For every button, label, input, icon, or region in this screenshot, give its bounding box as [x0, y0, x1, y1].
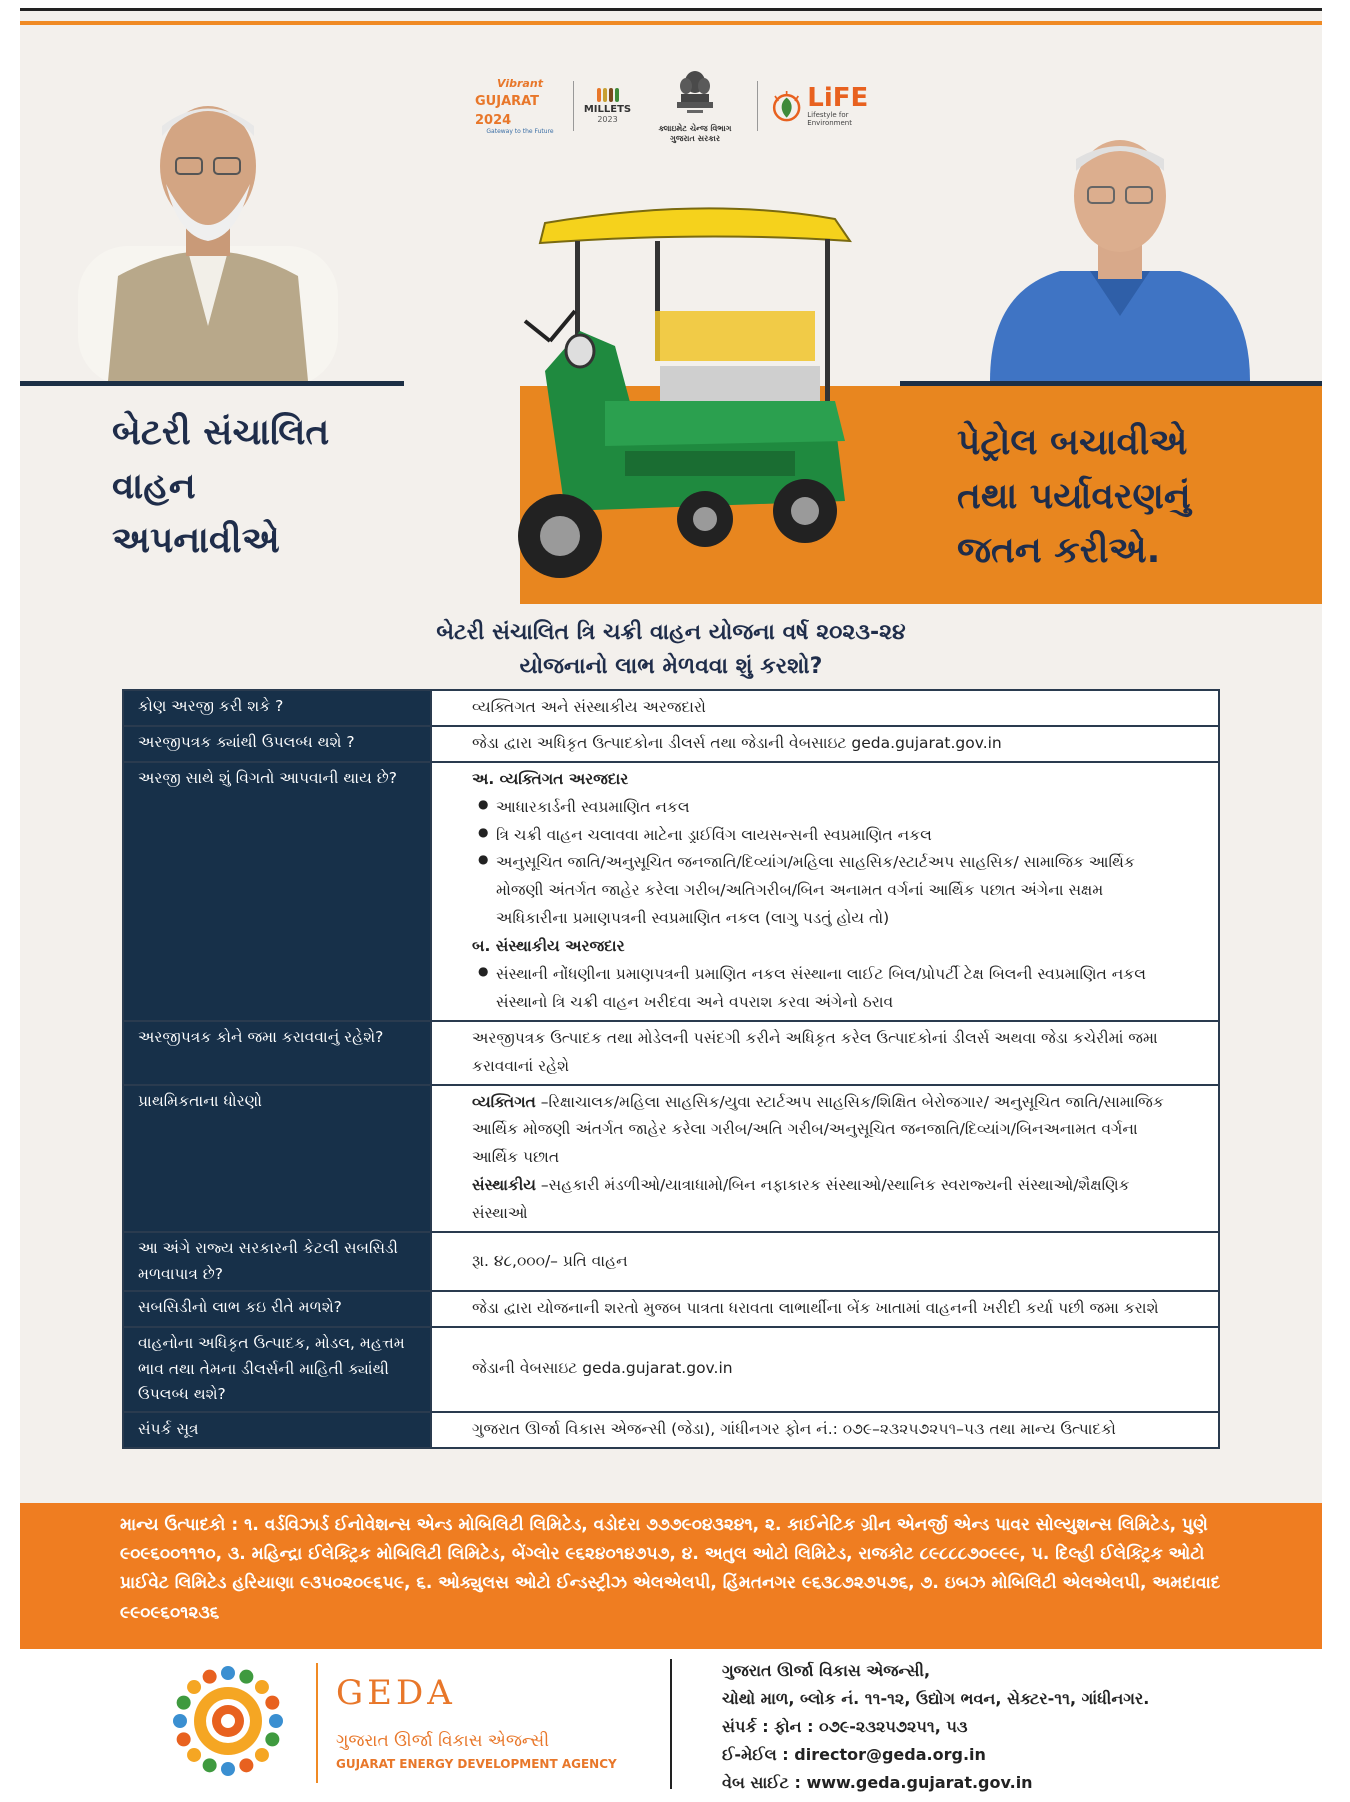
- table-row: [123, 1021, 1219, 1085]
- answer-cell: વ્યક્તિગત અને સંસ્થાકીય અરજદારો: [431, 690, 1219, 726]
- table-row: [123, 690, 1219, 726]
- individual-applicant-heading: અ. વ્યક્તિગત અરજદાર: [472, 769, 629, 788]
- scheme-info-table: [122, 689, 1220, 1449]
- millets-year: 2023: [597, 115, 618, 124]
- logo-divider: [757, 81, 758, 131]
- list-item: ● સંસ્થાની નોંધણીના પ્રમાણપત્રની પ્રમાણિત નકલ સંસ્થાના લાઈટ બિલ/પ્રોપર્ટી ટેક્ષ બિલની સ્વપ્રમાણિત નકલ સંસ્થાનો ત્રિ ચક્રી વાહન ખરીદવા અને વપરાશ કરવા અંગેનો ઠરાવ: [472, 961, 1178, 1017]
- scheme-title: [20, 616, 1322, 684]
- advertisement-poster: [20, 8, 1322, 1796]
- question-cell: સબસિડીનો લાભ કઇ રીતે મળશે?: [123, 1291, 431, 1327]
- navy-rule-left: [20, 381, 404, 386]
- emblem-dept-text: ક્લાઇમેટ ચેન્જ વિભાગ: [658, 124, 732, 133]
- list-item: ● અનુસૂચિત જાતિ/અનુસૂચિત જનજાતિ/દિવ્યાંગ/મહિલા સાહસિક/સ્ટાર્ટઅપ સાહસિક/ સામાજિક આર્થિક મોજણી અંતર્ગત જાહેર કરેલા ગરીબ/અતિગરીબ/બિન અનામત વર્ગનાં આર્થિક પછાત અંગેના સક્ષમ અધિકારીના પ્રમાણપત્રની સ્વપ્રમાણિત નકલ (લાગુ પડતું હોય તો): [472, 849, 1178, 933]
- institutional-applicant-heading: બ. સંસ્થાકીય અરજદાર: [472, 937, 625, 956]
- question-cell: અરજીપત્રક કોને જમા કરાવવાનું રહેશે?: [123, 1021, 431, 1085]
- contact-phone: સંપર્ક : ફોન : ૦૭૯-૨૩૨૫૭૨૫૧, ૫૩: [722, 1717, 968, 1736]
- contact-website[interactable]: વેબ સાઈટ : www.geda.gujarat.gov.in: [722, 1773, 1033, 1792]
- life-icon: [770, 86, 803, 126]
- geda-gujarati-name: ગુજરાત ઊર્જા વિકાસ એજન્સી: [336, 1731, 550, 1751]
- footer-divider: [316, 1663, 318, 1783]
- vibrant-gujarat-brand: Vibrant: [497, 77, 543, 90]
- geda-sun-icon: [168, 1661, 288, 1781]
- portrait-left: [58, 66, 358, 381]
- answer-cell: [431, 1085, 1219, 1232]
- life-tagline: Lifestyle for Environment: [807, 111, 852, 127]
- state-emblem: [645, 51, 745, 161]
- millets-label: MILLETS: [583, 104, 632, 115]
- emblem-govt-text: ગુજરાત સરકાર: [670, 134, 720, 143]
- life-logo: [770, 81, 880, 131]
- geda-logo-text: GEDA: [336, 1673, 456, 1713]
- question-cell: કોણ અરજી કરી શકે ?: [123, 690, 431, 726]
- question-cell: પ્રાથમિકતાના ધોરણો: [123, 1085, 431, 1232]
- footer: [20, 1649, 1322, 1796]
- table-row: [123, 1085, 1219, 1232]
- priority-individual-text: –રિક્ષાચાલક/મહિલા સાહસિક/યુવા સ્ટાર્ટઅપ સાહસિક/શિક્ષિત બેરોજગાર/ અનુસૂચિત જાતિ/સામાજિક આર્થિક મોજણી અંતર્ગત જાહેર કરેલા ગરીબ/અતિ ગરીબ/અનુસૂચિત જનજાતિ/દિવ્યાંગ/બિનઅનામત વર્ગના આર્થિક પછાત: [472, 1092, 1164, 1167]
- answer-cell: [431, 762, 1219, 1021]
- life-title: LiFE: [807, 83, 869, 113]
- question-cell: વાહનોના અધિકૃત ઉત્પાદક, મોડલ, મહત્તમ ભાવ તથા તેમના ડીલર્સની માહિતી ક્યાંથી ઉપલબ્ધ થશે?: [123, 1327, 431, 1412]
- answer-cell: જેડાની વેબસાઇટ geda.gujarat.gov.in: [431, 1327, 1219, 1412]
- manufacturers-label: માન્ય ઉત્પાદકો :: [120, 1515, 239, 1535]
- table-row: [123, 1232, 1219, 1291]
- question-cell: આ અંગે રાજ્ય સરકારની કેટલી સબસિડી મળવાપાત્ર છે?: [123, 1232, 431, 1291]
- millets-logo: [580, 81, 635, 131]
- headline-left-line-1: બેટરી સંચાલિત: [112, 412, 330, 453]
- priority-institutional-text: –સહકારી મંડળીઓ/યાત્રાધામો/બિન નફાકારક સંસ્થાઓ/સ્થાનિક સ્વરાજ્યની સંસ્થાઓ/શૈક્ષણિક સંસ્થાઓ: [472, 1176, 1130, 1223]
- table-row: [123, 1412, 1219, 1448]
- table-row: [123, 1291, 1219, 1327]
- logo-strip: [475, 51, 895, 161]
- answer-cell: અરજીપત્રક ઉત્પાદક તથા મોડેલની પસંદગી કરીને અધિકૃત કરેલ ઉત્પાદકોનાં ડીલર્સ અથવા જેડા કચેરીમાં જમા કરાવવાનાં રહેશે: [431, 1021, 1219, 1085]
- headline-left: [112, 406, 329, 568]
- contact-block: [722, 1657, 1149, 1796]
- question-cell: અરજીપત્રક ક્યાંથી ઉપલબ્ધ થશે ?: [123, 726, 431, 762]
- table-row: [123, 1327, 1219, 1412]
- manufacturers-band: [20, 1503, 1322, 1649]
- headline-right-line-3: જતન કરીએ.: [957, 530, 1161, 571]
- answer-cell: રૂા. ૪૮,૦૦૦/– પ્રતિ વાહન: [431, 1232, 1219, 1291]
- contact-address: ચોથો માળ, બ્લોક નં. ૧૧-૧૨, ઉદ્યોગ ભવન, સેક્ટર-૧૧, ગાંધીનગર.: [722, 1689, 1150, 1708]
- vibrant-gujarat-tagline: Gateway to the Future: [486, 128, 554, 135]
- list-item: ● ત્રિ ચક્રી વાહન ચલાવવા માટેના ડ્રાઈવિંગ લાયસન્સની સ્વપ્રમાણિત નકલ: [472, 822, 1178, 850]
- question-cell: અરજી સાથે શું વિગતો આપવાની થાય છે?: [123, 762, 431, 1021]
- list-item: ● આધારકાર્ડની સ્વપ્રમાણિત નકલ: [472, 794, 1178, 822]
- headline-right-line-1: પેટ્રોલ બચાવીએ: [957, 422, 1188, 463]
- question-cell: સંપર્ક સૂત્ર: [123, 1412, 431, 1448]
- footer-divider: [670, 1659, 672, 1789]
- priority-institutional: [472, 1172, 1178, 1228]
- contact-email[interactable]: ઈ-મેઈલ : director@geda.org.in: [722, 1745, 986, 1764]
- vibrant-gujarat-name: GUJARAT: [475, 94, 540, 109]
- logo-divider: [573, 81, 574, 131]
- manufacturers-text: ૧. વર્ડવિઝાર્ડ ઈનોવેશન્સ એન્ડ મોબિલિટી લિમિટેડ, વડોદરા ૭૭૭૯૦૪૩૨૪૧, ૨. કાઈનેટિક ગ્રીન એનર્જી એન્ડ પાવર સોલ્યુશન્સ લિમિટેડ, પુણે ૯૦૯૬૦૦૧૧૧૦, ૩. મહિન્દ્રા ઈલેક્ટ્રિક મોબિલિટી લિમિટેડ, બેંગ્લોર ૯૬૨૪૦૧૪૭૫૭, ૪. અતુલ ઓટો લિમિટેડ, રાજકોટ ૮૯૮૮૮૭૦૯૯૯, ૫. દિલ્હી ઈલેક્ટ્રિક ઓટો પ્રાઈવેટ લિમિટેડ હરિયાણા ૯૩૫૦૨૦૯૬૫૯, ૬. ઓક્યુલસ ઓટો ઈન્ડસ્ટ્રીઝ એલએલપી, હિંમતનગર ૯૬૩૮૭૨૭૫૭૬, ૭. ઇબઝ મોબિલિટી એલએલપી, અમદાવાદ ૯૯૦૯૬૦૧૨૩૬: [120, 1515, 1221, 1623]
- contact-agency-name: ગુજરાત ઊર્જા વિકાસ એજન્સી,: [722, 1661, 931, 1680]
- answer-cell: જેડા દ્વારા અધિકૃત ઉત્પાદકોના ડીલર્સ તથા જેડાની વેબસાઇટ geda.gujarat.gov.in: [431, 726, 1219, 762]
- headline-left-line-2: વાહન: [112, 466, 196, 507]
- headline-left-line-3: અપનાવીએ: [112, 520, 280, 561]
- geda-english-name: GUJARAT ENERGY DEVELOPMENT AGENCY: [336, 1757, 617, 1771]
- millets-icon: [597, 88, 619, 102]
- lion-capital-icon: [673, 68, 717, 124]
- table-row: [123, 762, 1219, 1021]
- table-row: [123, 726, 1219, 762]
- answer-cell: ગુજરાત ઊર્જા વિકાસ એજન્સી (જેડા), ગાંધીનગર ફોન નં.: ૦૭૯–૨૩૨૫૭૨૫૧–૫૩ તથા માન્ય ઉત્પાદકો: [431, 1412, 1219, 1448]
- scheme-title-line-2: યોજનાનો લાભ મેળવવા શું કરશો?: [519, 654, 823, 680]
- priority-individual: [472, 1089, 1178, 1173]
- priority-individual-label: વ્યક્તિગત: [472, 1092, 536, 1111]
- scheme-title-line-1: બેટરી સંચાલિત ત્રિ ચક્રી વાહન યોજના વર્ષ ૨૦૨૩-૨૪: [436, 620, 906, 645]
- vibrant-gujarat-year: 2024: [475, 113, 512, 128]
- portrait-right: [970, 101, 1270, 381]
- navy-rule-right: [900, 381, 1322, 386]
- electric-rickshaw-image: [505, 201, 885, 591]
- headline-right: [957, 416, 1191, 578]
- headline-right-line-2: તથા પર્યાવરણનું: [957, 476, 1191, 517]
- vibrant-gujarat-logo: [475, 77, 565, 135]
- priority-institutional-label: સંસ્થાકીય: [472, 1176, 536, 1195]
- answer-cell: જેડા દ્વારા યોજનાની શરતો મુજબ પાત્રતા ધરાવતા લાભાર્થીના બેંક ખાતામાં વાહનની ખરીદી કર્યા પછી જમા કરાશે: [431, 1291, 1219, 1327]
- top-orange-rule: [20, 21, 1322, 25]
